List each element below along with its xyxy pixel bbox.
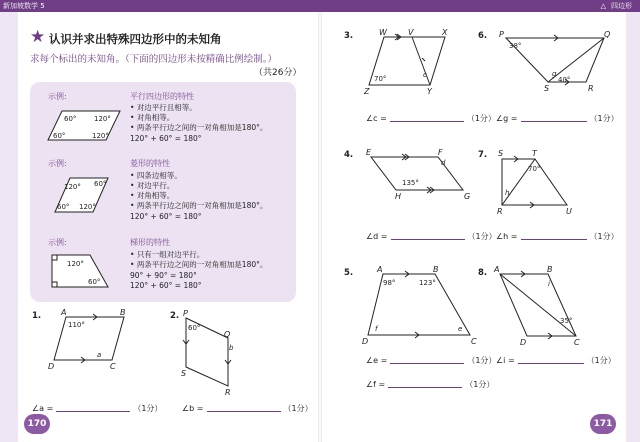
marks-label: （1分） — [283, 404, 313, 413]
answer-blank[interactable] — [518, 363, 584, 364]
vertex-label: A — [61, 308, 67, 317]
angle-label: 60° — [88, 278, 101, 286]
answer-row — [32, 403, 162, 414]
answer-blank[interactable] — [56, 411, 130, 412]
vertex-label: H — [395, 192, 402, 201]
example-bullet: • 两条平行边之间的一对角相加是180°。 — [130, 201, 268, 210]
vertex-label: C — [574, 338, 580, 347]
example-heading: 平行四边形的特性 — [130, 92, 194, 101]
vertex-label: Y — [427, 87, 432, 96]
answer-row — [496, 355, 616, 366]
angle-label: 120° — [92, 132, 109, 140]
vertex-label: U — [566, 207, 572, 216]
answer-blank[interactable] — [521, 239, 587, 240]
answer-label: ∠i = — [496, 356, 515, 365]
angle-label: 70° — [528, 165, 541, 173]
vertex-label: B — [120, 308, 126, 317]
vertex-label: Q — [604, 30, 611, 39]
vertex-label: S — [544, 84, 550, 93]
example-label: 示例: — [48, 159, 67, 168]
angle-label: 35° — [560, 317, 573, 325]
vertex-label: V — [408, 28, 414, 37]
marks-label: （1分） — [465, 380, 495, 389]
example-bullet: • 四条边相等。 — [130, 171, 182, 180]
vertex-label: D — [48, 362, 55, 371]
vertex-label: E — [366, 148, 372, 157]
answer-row — [182, 403, 313, 414]
vertex-label: B — [433, 265, 439, 274]
angle-label: 120° — [64, 183, 81, 191]
unknown-angle-label: c — [423, 71, 427, 79]
answer-blank[interactable] — [390, 121, 464, 122]
unknown-angle-label: e — [458, 325, 463, 333]
angle-label: 120° — [67, 260, 84, 268]
marks-label: （1分） — [466, 114, 496, 123]
question-number: 8. — [478, 268, 488, 278]
angle-label: 60° — [57, 203, 70, 211]
answer-row — [496, 231, 619, 242]
marks-label: （1分） — [589, 232, 619, 241]
unknown-angle-label: f — [375, 325, 378, 333]
book-title: 新加坡数学 5 — [3, 2, 45, 10]
angle-label: 98° — [383, 279, 396, 287]
answer-label: ∠b = — [182, 404, 204, 413]
unknown-angle-label: i — [548, 280, 550, 288]
angle-label: 135° — [402, 179, 419, 187]
vertex-label: C — [110, 362, 116, 371]
question-number: 4. — [344, 150, 354, 160]
vertex-label: R — [225, 388, 231, 397]
angle-label: 60° — [94, 180, 107, 188]
triangle-icon: △ — [600, 2, 606, 10]
answer-label: ∠f = — [366, 380, 386, 389]
unknown-angle-label: g — [552, 70, 557, 78]
question-number: 6. — [478, 31, 488, 41]
unknown-angle-label: h — [505, 189, 510, 197]
example-heading: 梯形的特性 — [130, 238, 170, 247]
angle-label: 120° — [79, 203, 96, 211]
example-bullet: • 对角相等。 — [130, 113, 175, 122]
angle-label: 70° — [374, 75, 387, 83]
answer-row — [366, 379, 494, 390]
angle-label: 60° — [188, 324, 201, 332]
vertex-label: P — [499, 30, 504, 39]
answer-label: ∠h = — [496, 232, 518, 241]
vertex-label: X — [442, 28, 448, 37]
answer-label: ∠e = — [366, 356, 388, 365]
question-number: 5. — [344, 268, 354, 278]
question-number: 7. — [478, 150, 488, 160]
answer-row — [496, 113, 619, 124]
vertex-label: W — [379, 28, 387, 37]
vertex-label: G — [464, 192, 471, 201]
example-bullet: • 对边平行且相等。 — [130, 103, 197, 112]
example-equation: 90° + 90° = 180° — [130, 271, 197, 280]
vertex-label: Z — [364, 87, 370, 96]
marks-label: （1分） — [467, 356, 497, 365]
angle-label: 123° — [419, 279, 436, 287]
example-label: 示例: — [48, 238, 67, 247]
angle-label: 60° — [64, 115, 77, 123]
page-number-left: 170 — [24, 414, 50, 434]
marks-label: （1分） — [589, 114, 619, 123]
vertex-label: S — [498, 149, 504, 158]
vertex-label: D — [362, 337, 369, 346]
star-icon: ★ — [30, 27, 46, 47]
angle-label: 40° — [558, 76, 571, 84]
vertex-label: R — [588, 84, 594, 93]
answer-row — [366, 113, 496, 124]
chapter-title: 四边形 — [611, 2, 632, 10]
page-number-right: 171 — [590, 414, 616, 434]
answer-blank[interactable] — [390, 363, 464, 364]
answer-row — [366, 231, 497, 242]
q1-figure — [54, 314, 124, 363]
answer-blank[interactable] — [391, 239, 465, 240]
question-number: 3. — [344, 31, 354, 41]
angle-label: 38° — [509, 42, 522, 50]
answer-row — [366, 355, 496, 366]
example-bullet: • 对边平行。 — [130, 181, 175, 190]
example-equation: 120° + 60° = 180° — [130, 212, 202, 221]
vertex-label: S — [181, 369, 187, 378]
vertex-label: A — [494, 265, 500, 274]
example-bullet: • 只有一组对边平行。 — [130, 250, 205, 259]
angle-label: 60° — [53, 132, 66, 140]
vertex-label: A — [377, 265, 383, 274]
vertex-label: B — [547, 265, 553, 274]
vertex-label: T — [532, 149, 537, 158]
example-bullet: • 对角相等。 — [130, 191, 175, 200]
marks-label: （1分） — [586, 356, 616, 365]
answer-blank[interactable] — [521, 121, 587, 122]
vertex-label: P — [183, 309, 188, 318]
answer-label: ∠g = — [496, 114, 518, 123]
vertex-label: Q — [224, 330, 231, 339]
answer-label: ∠c = — [366, 114, 387, 123]
q7-figure — [502, 156, 567, 208]
question-number: 2. — [170, 311, 180, 321]
angle-label: 120° — [94, 115, 111, 123]
unknown-angle-label: b — [229, 344, 234, 352]
example-label: 示例: — [48, 92, 67, 101]
vertex-label: F — [438, 148, 443, 157]
answer-blank[interactable] — [207, 411, 281, 412]
q8-figure — [500, 271, 576, 339]
example-bullet: • 两条平行边之间的一对角相加是180°。 — [130, 123, 268, 132]
vertex-label: R — [497, 207, 503, 216]
total-marks: （共26分） — [254, 68, 302, 78]
marks-label: （1分） — [133, 404, 163, 413]
example-equation: 120° + 60° = 180° — [130, 134, 202, 143]
angle-label: 110° — [68, 321, 85, 329]
section-title: 认识并求出特殊四边形中的未知角 — [49, 32, 222, 46]
answer-label: ∠a = — [32, 404, 54, 413]
q4-figure — [371, 154, 463, 193]
vertex-label: C — [471, 337, 477, 346]
vertex-label: D — [520, 338, 527, 347]
question-number: 1. — [32, 311, 42, 321]
example-bullet: • 两条平行边之间的一对角相加是180°。 — [130, 260, 268, 269]
unknown-angle-label: d — [441, 159, 446, 167]
example-heading: 菱形的特性 — [130, 159, 170, 168]
marks-label: （1分） — [467, 232, 497, 241]
answer-blank[interactable] — [388, 387, 462, 388]
example-equation: 120° + 60° = 180° — [130, 281, 202, 290]
answer-label: ∠d = — [366, 232, 388, 241]
unknown-angle-label: a — [97, 351, 102, 359]
section-instruction: 求每个标出的未知角。（下面的四边形未按精确比例绘制。） — [30, 54, 278, 65]
